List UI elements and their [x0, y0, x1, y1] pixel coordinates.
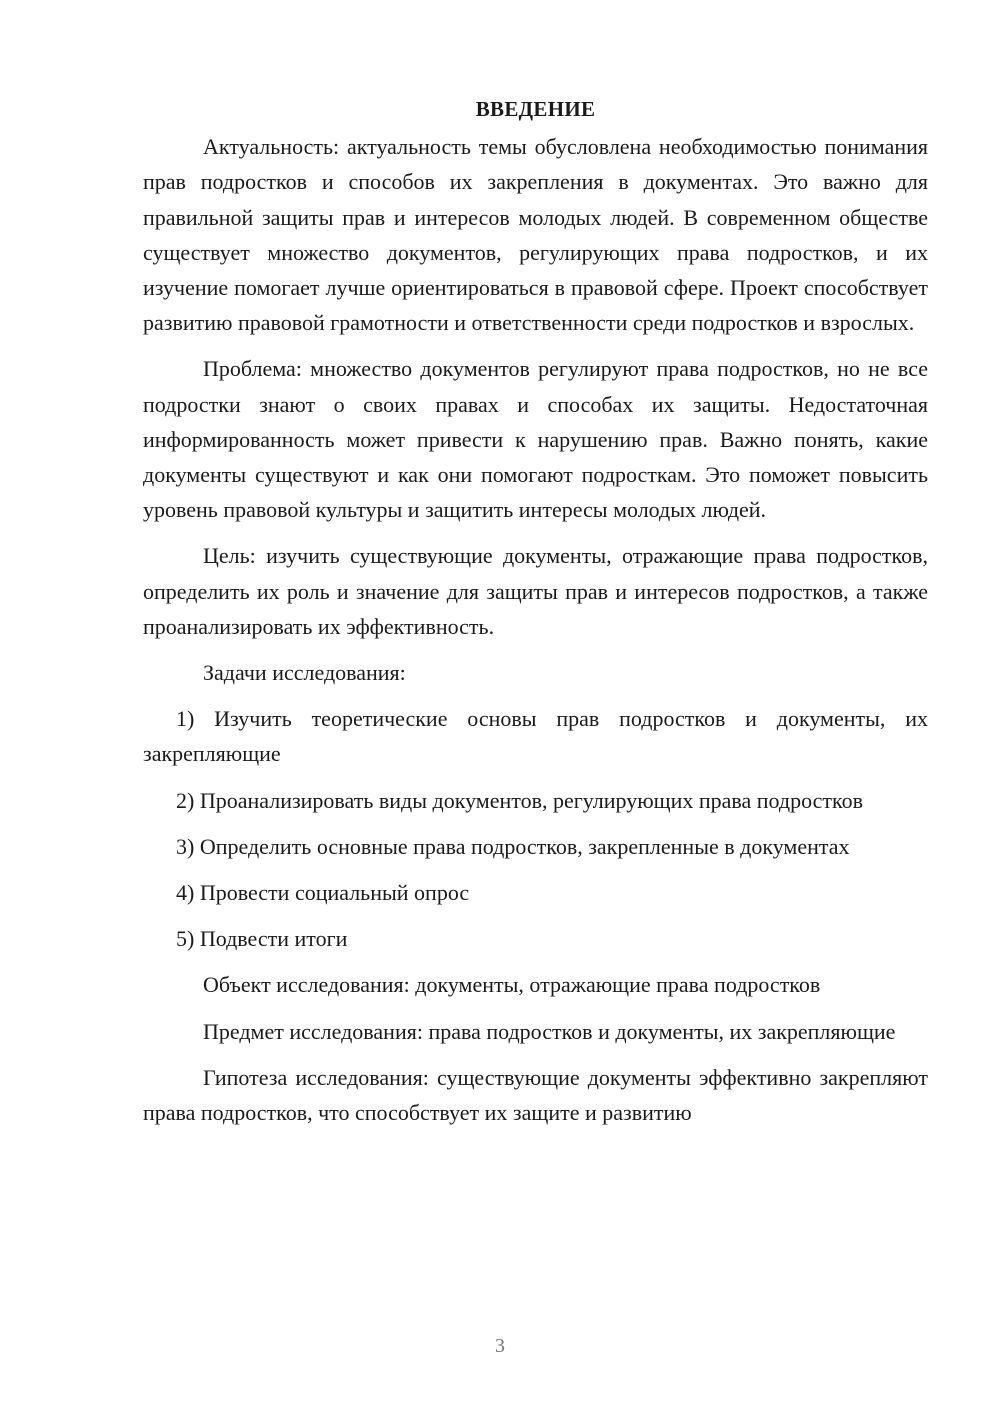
- task-item-1: 1) Изучить теоретические основы прав подростков и документы, их закрепляющие: [143, 706, 928, 767]
- goal-paragraph: Цель: изучить существующие документы, отражающие права подростков, определить их роль и значение для защиты прав и интересов подростков, а также проанализировать их эффективность.: [143, 543, 928, 639]
- object-paragraph: Объект исследования: документы, отражающие права подростков: [203, 972, 821, 998]
- subject-paragraph: Предмет исследования: права подростков и документы, их закрепляющие: [203, 1018, 896, 1044]
- tasks-heading: Задачи исследования:: [203, 660, 406, 686]
- relevance-paragraph: Актуальность: актуальность темы обусловлена необходимостью понимания прав подростков и способов их закрепления в документах. Это важно для правильной защиты прав и интересов молодых людей. В современном обществе существует множество документов, регулирующих права подростков, и их изучение помогает лучше ориентироваться в правовой сфере. Проект способствует развитию правовой грамотности и ответственности среди подростков и взрослых.: [143, 134, 928, 336]
- task-item-4: 4) Провести социальный опрос: [176, 880, 470, 906]
- task-item-5: 5) Подвести итоги: [176, 926, 348, 952]
- page-number: 3: [495, 1335, 505, 1357]
- problem-paragraph: Проблема: множество документов регулируют права подростков, но не все подростки знают о своих правах и способах их защиты. Недостаточная информированность может привести к нарушению прав. Важно понять, какие документы существуют и как они помогают подросткам. Это поможет повысить уровень правовой культуры и защитить интересы молодых людей.: [143, 356, 928, 523]
- section-title: ВВЕДЕНИЕ: [475, 97, 596, 121]
- task-item-3: 3) Определить основные права подростков, закрепленные в документах: [176, 833, 850, 859]
- document-page: [143, 92, 928, 1130]
- task-item-2: 2) Проанализировать виды документов, регулирующих права подростков: [176, 787, 864, 813]
- hypothesis-paragraph: Гипотеза исследования: существующие документы эффективно закрепляют права подростков, что способствует их защите и развитию: [143, 1064, 928, 1126]
